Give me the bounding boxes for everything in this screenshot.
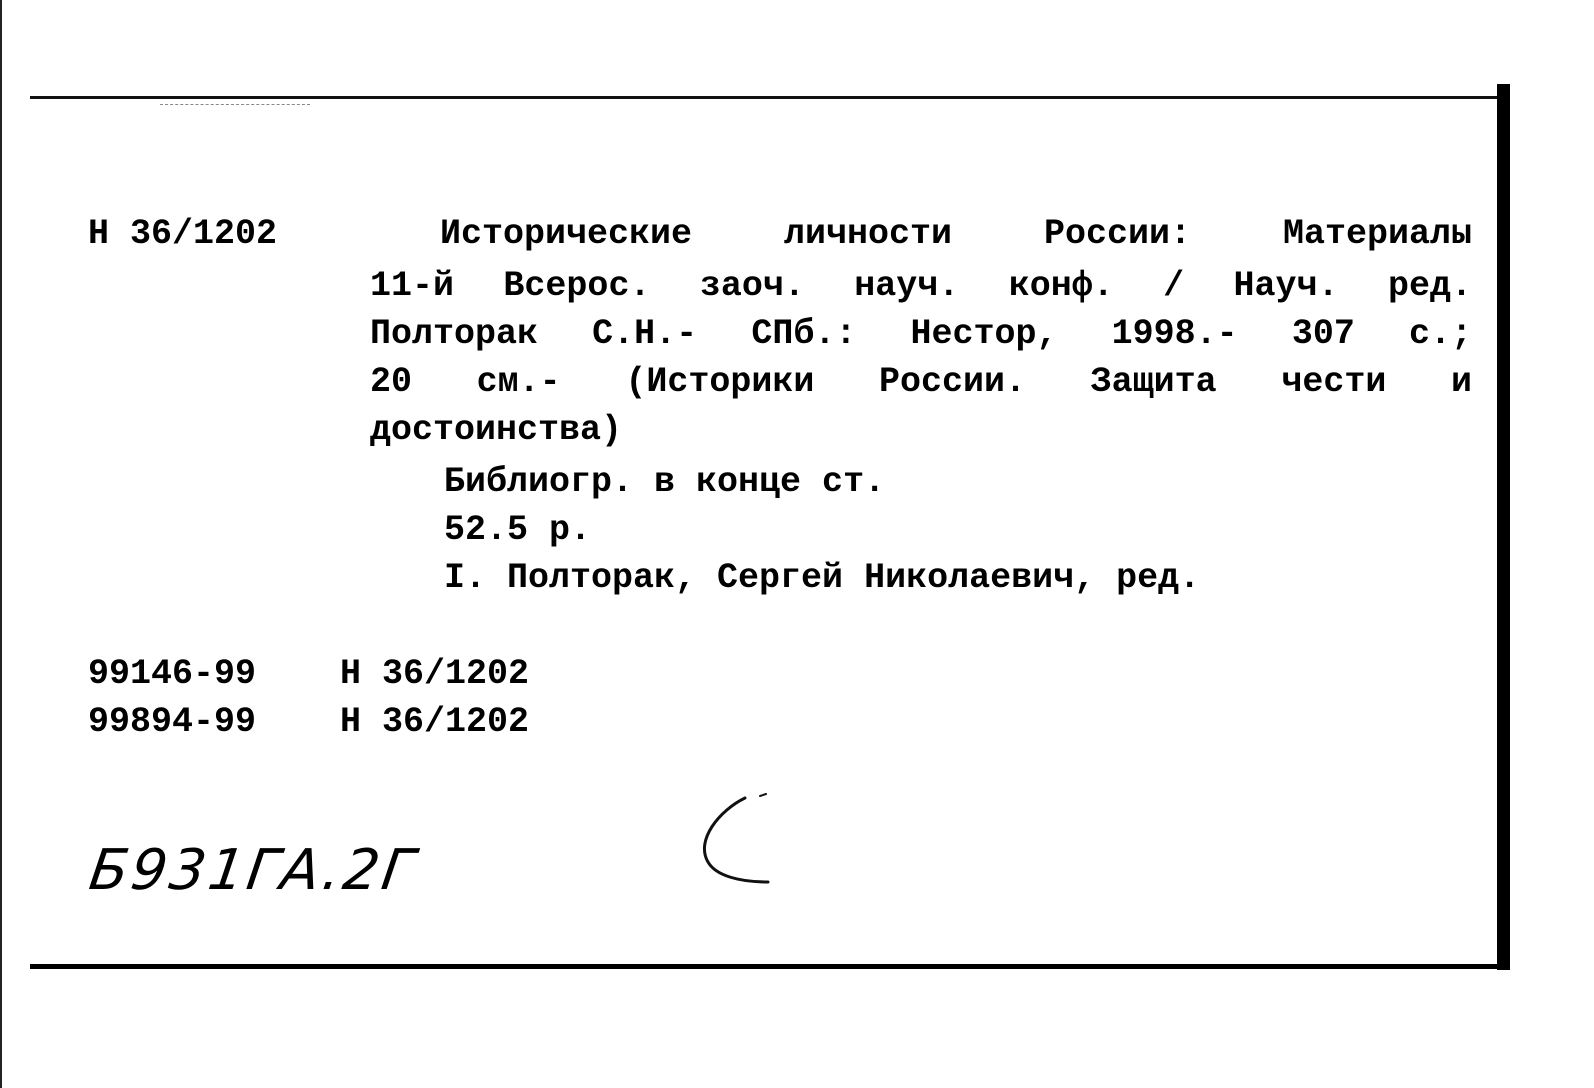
pencil-tick	[760, 794, 766, 796]
pencil-stroke	[704, 798, 768, 882]
inventory-number: 99894-99	[88, 702, 257, 742]
card-bottom-border	[30, 964, 1510, 969]
card-top-border	[30, 96, 1502, 99]
copy-shelfmark: Н 36/1202	[340, 702, 530, 742]
scan-speckle	[160, 104, 310, 106]
page-left-edge	[0, 0, 2, 1088]
description-line-1	[440, 210, 1472, 258]
handwritten-note: Б931ГА.2Г	[85, 838, 422, 903]
inventory-number: 99146-99	[88, 654, 257, 694]
description-line-2: 11-й Всерос. заоч. науч. конф. / Науч. ред.	[370, 266, 1472, 306]
added-entry: I. Полторак, Сергей Николаевич, ред.	[444, 558, 1201, 598]
bibliography-note: Библиогр. в конце ст.	[444, 462, 886, 502]
description-text: Исторические личности России: Материалы	[440, 214, 1472, 254]
description-line-4: 20 см.- (Историки России. Защита чести и	[370, 362, 1472, 402]
description-line-3: Полторак С.Н.- СПб.: Нестор, 1998.- 307 с.;	[370, 314, 1472, 354]
pencil-mark	[690, 790, 780, 890]
copy-shelfmark: Н 36/1202	[340, 654, 530, 694]
description-line-5: достоинства)	[370, 410, 623, 450]
shelfmark: Н 36/1202	[88, 214, 278, 254]
price: 52.5 р.	[444, 510, 592, 550]
card-right-border	[1497, 84, 1510, 970]
